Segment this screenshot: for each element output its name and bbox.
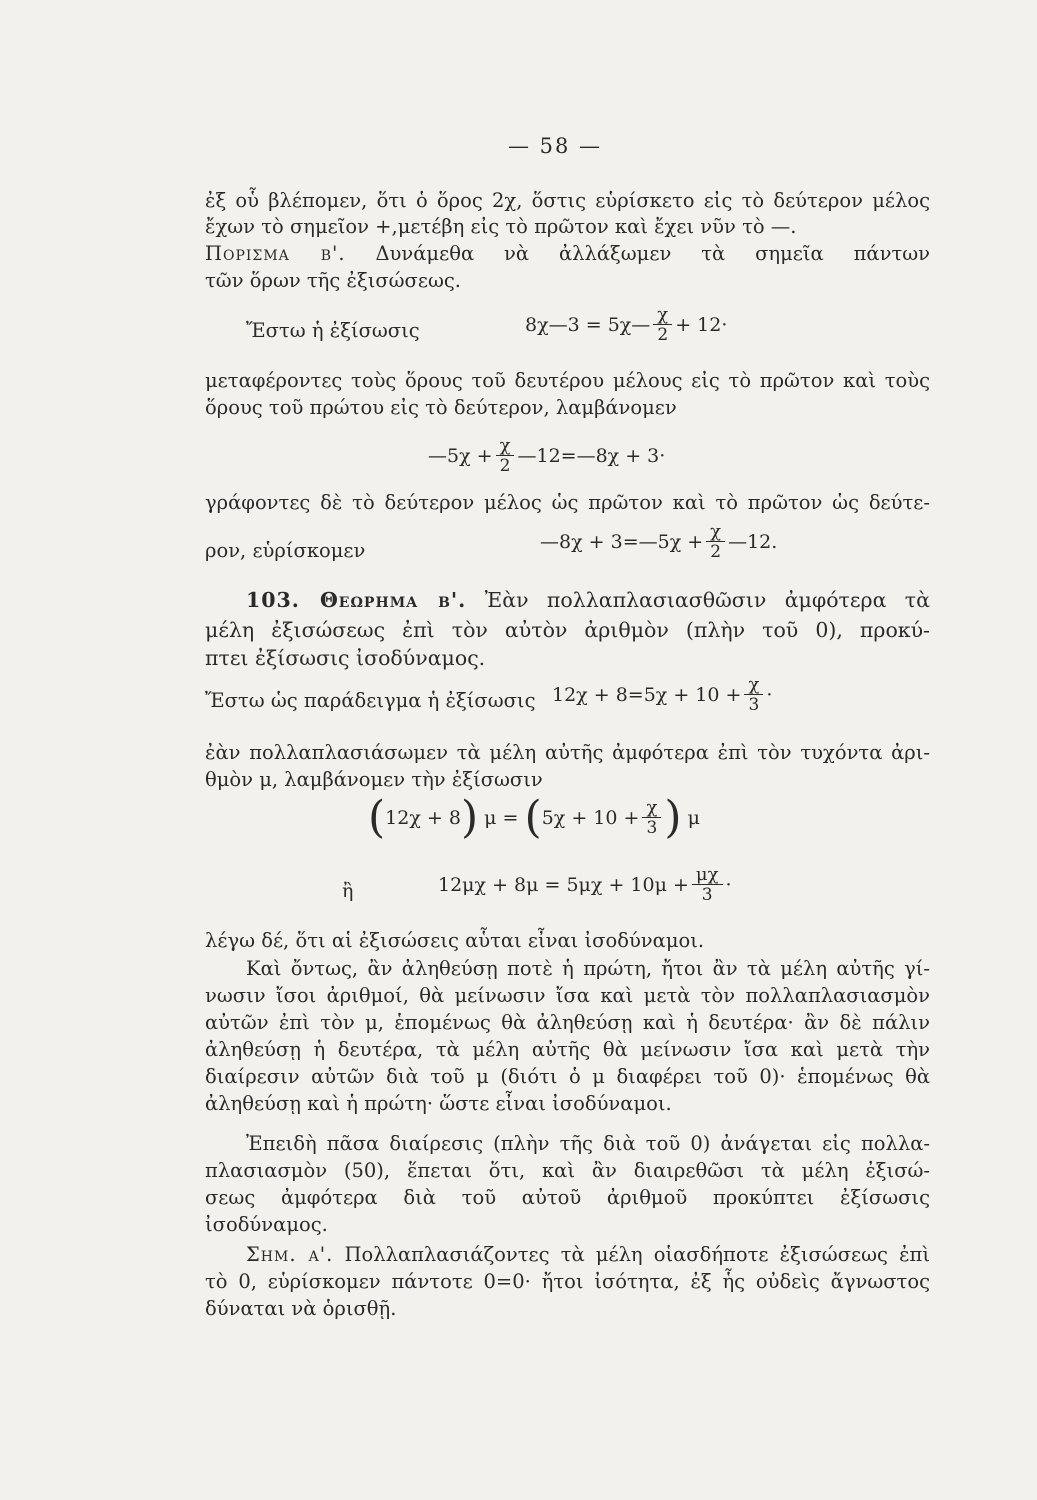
text-line: ἰσοδύναμος. — [205, 1213, 328, 1236]
text-line: ἀληθεύσῃ καὶ ἡ πρώτη· ὥστε εἶναι ἰσοδύναμοι. — [205, 1092, 672, 1115]
theorem-label: 103. Θεωρημα β'. — [246, 588, 467, 612]
equation-2: —5χ + $\frac{\chi}{2}$ —12=—8χ + 3· — [428, 435, 666, 476]
note-label: Σημ. α'. — [246, 1243, 334, 1266]
text-line: πλασιασμὸν (50), ἕπεται ὅτι, καὶ ἂν διαιρεθῶσι τὰ μέλη ἐξισώ- — [205, 1159, 930, 1182]
text-line: ἐξ οὗ βλέπομεν, ὅτι ὁ ὅρος 2χ, ὅστις εὑρίσκετο εἰς τὸ δεύτερον μέλος — [205, 189, 930, 212]
text-line: διαίρεσιν αὐτῶν διὰ τοῦ μ (διότι ὁ μ διαφέρει τοῦ 0)· ἑπομένως θὰ — [205, 1065, 930, 1088]
equation-6: 12μχ + 8μ = 5μχ + 10μ + $\frac{\mu\chi}{3}$ · — [438, 864, 732, 905]
fraction: $\frac{\mu\chi}{3}$ — [692, 866, 723, 904]
text-line: γράφοντες δὲ τὸ δεύτερον μέλος ὡς πρῶτον καὶ τὸ πρῶτον ὡς δεύτε- — [205, 491, 930, 514]
text-line: τὸ 0, εὑρίσκομεν πάντοτε 0=0· ἤτοι ἰσότητα, ἐξ ἧς οὐδεὶς ἄγνωστος — [205, 1270, 930, 1293]
text-line: μέλη ἐξισώσεως ἐπὶ τὸν αὐτὸν ἀριθμὸν (πλὴν τοῦ 0), προκύ- — [205, 618, 930, 642]
text-line: τῶν ὅρων τῆς ἐξισώσεως. — [205, 269, 461, 292]
text-line: ρον, εὑρίσκομεν — [205, 539, 366, 562]
note-heading-line — [246, 1242, 930, 1268]
or-word: ἢ — [342, 880, 354, 902]
equation-4: 12χ + 8=5χ + 10 + $\frac{\chi}{3}$ · — [552, 674, 773, 715]
corollary-heading-line — [205, 241, 930, 267]
note-text: Πολλαπλασιάζοντες τὰ μέλη οἱασδήποτε ἐξισώσεως ἐπὶ — [344, 1243, 930, 1266]
text-line: αὐτῶν ἐπὶ τὸν μ, ἑπομένως θὰ ἀληθεύσῃ καὶ ἡ δευτέρα· ἂν δὲ πάλιν — [205, 1011, 930, 1034]
text-line: Καὶ ὄντως, ἂν ἀληθεύσῃ ποτὲ ἡ πρώτη, ἤτοι ἂν τὰ μέλη αὐτῆς γί- — [246, 957, 930, 980]
text-line: λέγω δέ, ὅτι αἱ ἐξισώσεις αὗται εἶναι ἰσοδύναμοι. — [205, 929, 705, 952]
text-line: Ἔστω ἡ ἐξίσωσις — [246, 319, 420, 342]
text-line: Ἐπειδὴ πᾶσα διαίρεσις (πλὴν τῆς διὰ τοῦ 0) ἀνάγεται εἰς πολλα- — [246, 1132, 930, 1155]
fraction: $\frac{\chi}{2}$ — [496, 437, 515, 475]
equation-1: 8χ—3 = 5χ— $\frac{\chi}{2}$ + 12· — [525, 304, 728, 345]
text-line: ἐὰν πολλαπλασιάσωμεν τὰ μέλη αὐτῆς ἀμφότερα ἐπὶ τὸν τυχόντα ἀρι- — [205, 741, 930, 764]
fraction: $\frac{\chi}{2}$ — [706, 523, 725, 561]
corollary-text: Δυνάμεθα νὰ ἀλλάξωμεν τὰ σημεῖα πάντων — [375, 242, 930, 265]
corollary-label: Πορισμα β'. — [205, 242, 346, 265]
fraction: $\frac{\chi}{3}$ — [642, 799, 661, 837]
fraction: $\frac{\chi}{2}$ — [653, 306, 672, 344]
text-line: ἀληθεύσῃ ἡ δευτέρα, τὰ μέλη αὐτῆς θὰ μείνωσιν ἴσα καὶ μετὰ τὴν — [205, 1038, 930, 1061]
text-line: πτει ἐξίσωσις ἰσοδύναμος. — [205, 646, 486, 670]
text-line: δύναται νὰ ὁρισθῇ. — [205, 1297, 397, 1320]
text-line: ἔχων τὸ σημεῖον +,μετέβη εἰς τὸ πρῶτον καὶ ἔχει νῦν τὸ —. — [205, 215, 797, 238]
theorem-text: Ἐὰν πολλαπλασιασθῶσιν ἀμφότερα τὰ — [484, 588, 930, 612]
text-line: θμὸν μ, λαμβάνομεν τὴν ἐξίσωσιν — [205, 768, 543, 791]
page-number: — 58 — — [507, 134, 603, 158]
fraction: $\frac{\chi}{3}$ — [744, 676, 763, 714]
equation-5: (12χ + 8) μ = (5χ + 10 + $\frac{\chi}{3}$ ) μ — [368, 792, 700, 843]
text-line: μεταφέροντες τοὺς ὅρους τοῦ δευτέρου μέλους εἰς τὸ πρῶτον καὶ τοὺς — [205, 369, 930, 392]
text-line: ὅρους τοῦ πρώτου εἰς τὸ δεύτερον, λαμβάνομεν — [205, 396, 677, 419]
text-line: νωσιν ἴσοι ἀριθμοί, θὰ μείνωσιν ἴσα καὶ μετὰ τὸν πολλαπλασιασμὸν — [205, 984, 930, 1007]
equation-3: —8χ + 3=—5χ + $\frac{\chi}{2}$ —12. — [540, 521, 778, 562]
theorem-heading-line — [246, 587, 930, 613]
text-line: σεως ἀμφότερα διὰ τοῦ αὐτοῦ ἀριθμοῦ προκύπτει ἐξίσωσις — [205, 1186, 930, 1209]
text-line: Ἔστω ὡς παράδειγμα ἡ ἐξίσωσις — [205, 689, 536, 712]
